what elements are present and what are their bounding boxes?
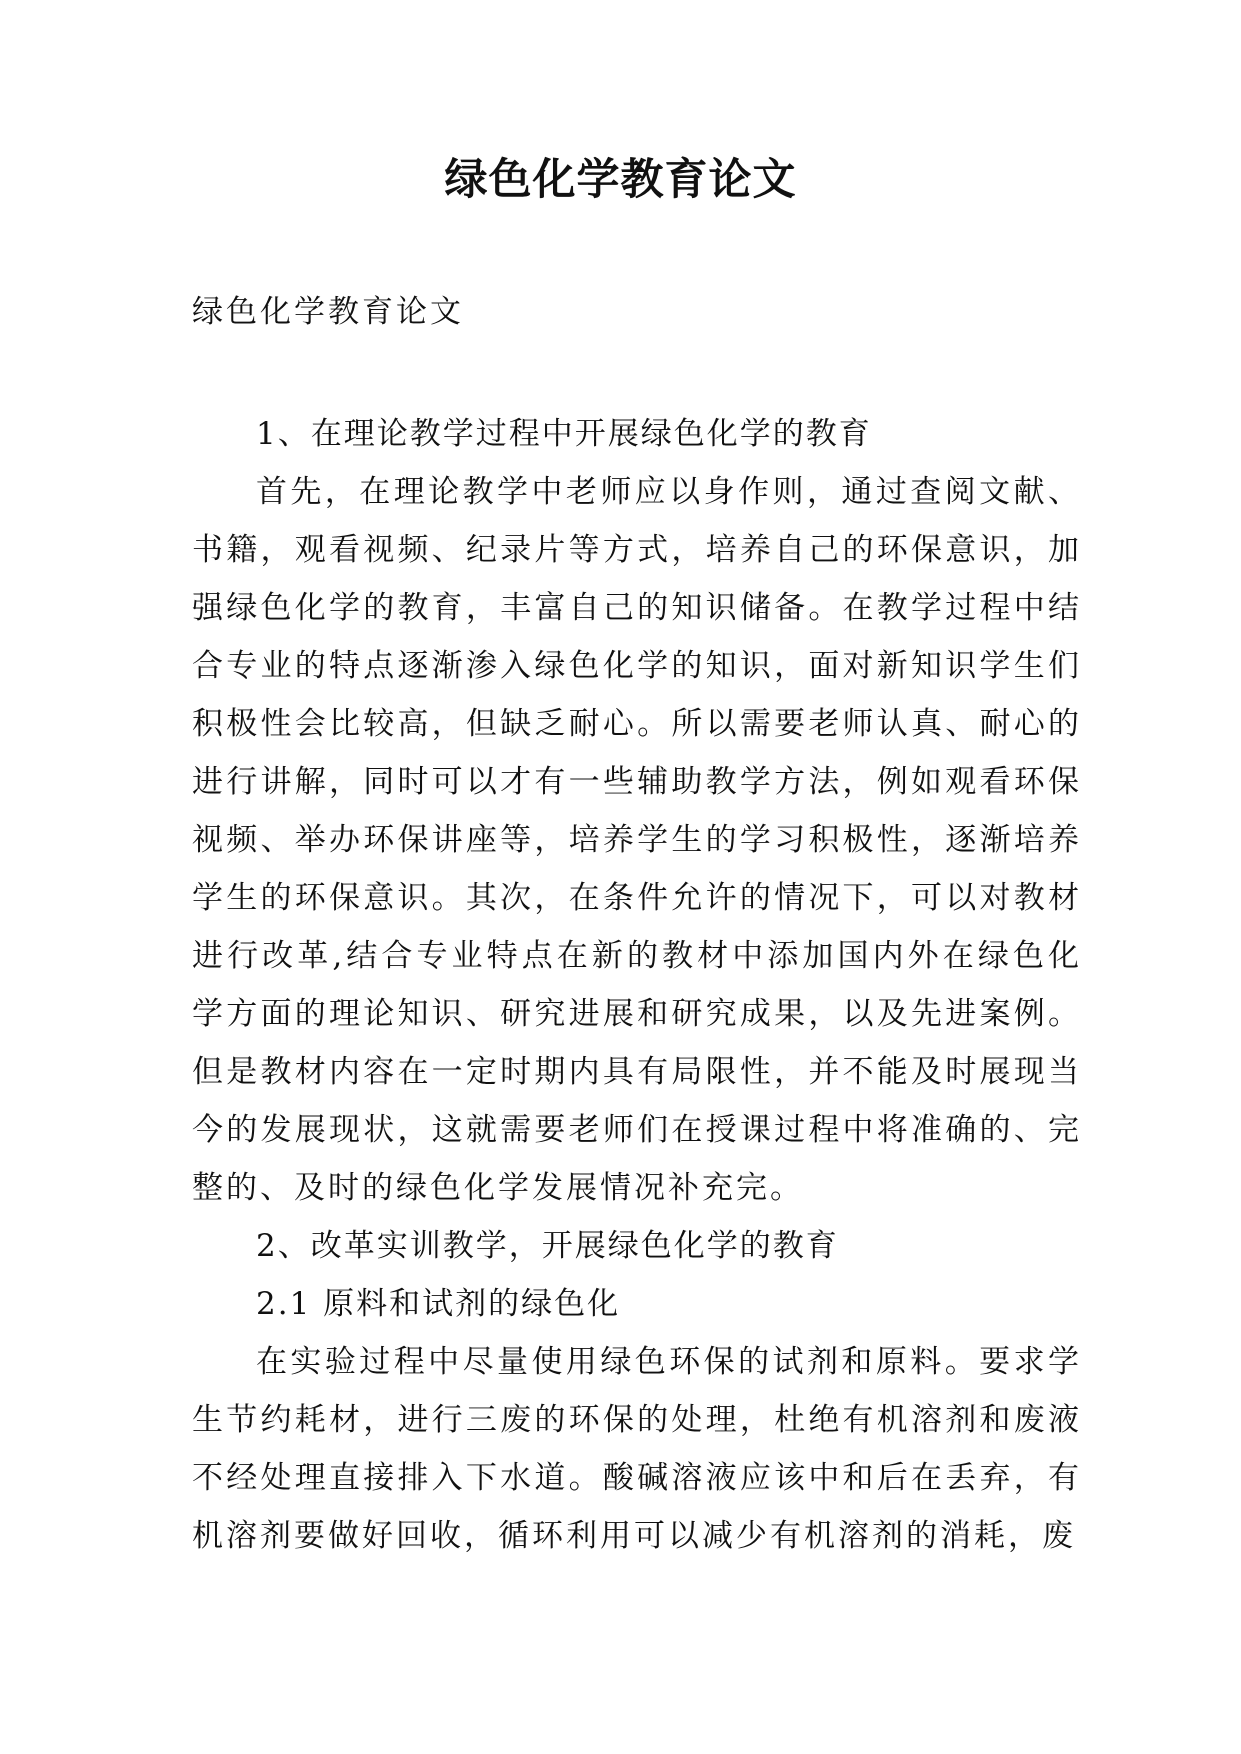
- document-body: [192, 405, 1082, 1565]
- section-2-1-paragraph: 在实验过程中尽量使用绿色环保的试剂和原料。要求学生节约耗材，进行三废的环保的处理，杜绝有机溶剂和废液不经处理直接排入下水道。酸碱溶液应该中和后在丢弃，有机溶剂要做好回收，循环利用可以减少有机溶剂的消耗，废: [192, 1344, 1082, 1554]
- section-2-1-heading: 2.1 原料和试剂的绿色化: [256, 1286, 621, 1322]
- section-1-paragraph: 首先，在理论教学中老师应以身作则，通过查阅文献、书籍，观看视频、纪录片等方式，培养自己的环保意识，加强绿色化学的教育，丰富自己的知识储备。在教学过程中结合专业的特点逐渐渗入绿色化学的知识，面对新知识学生们积极性会比较高，但缺乏耐心。所以需要老师认真、耐心的进行讲解，同时可以才有一些辅助教学方法，例如观看环保视频、举办环保讲座等，培养学生的学习积极性，逐渐培养学生的环保意识。其次，在条件允许的情况下，可以对教材进行改革,结合专业特点在新的教材中添加国内外在绿色化学方面的理论知识、研究进展和研究成果，以及先进案例。但是教材内容在一定时期内具有局限性，并不能及时展现当今的发展现状，这就需要老师们在授课过程中将准确的、完整的、及时的绿色化学发展情况补充完。: [192, 474, 1082, 1206]
- document-title: 绿色化学教育论文: [444, 155, 797, 205]
- section-2-heading: 2、改革实训教学，开展绿色化学的教育: [256, 1228, 839, 1264]
- document-subtitle: 绿色化学教育论文: [192, 294, 464, 330]
- section-1-heading: 1、在理论教学过程中开展绿色化学的教育: [256, 416, 872, 452]
